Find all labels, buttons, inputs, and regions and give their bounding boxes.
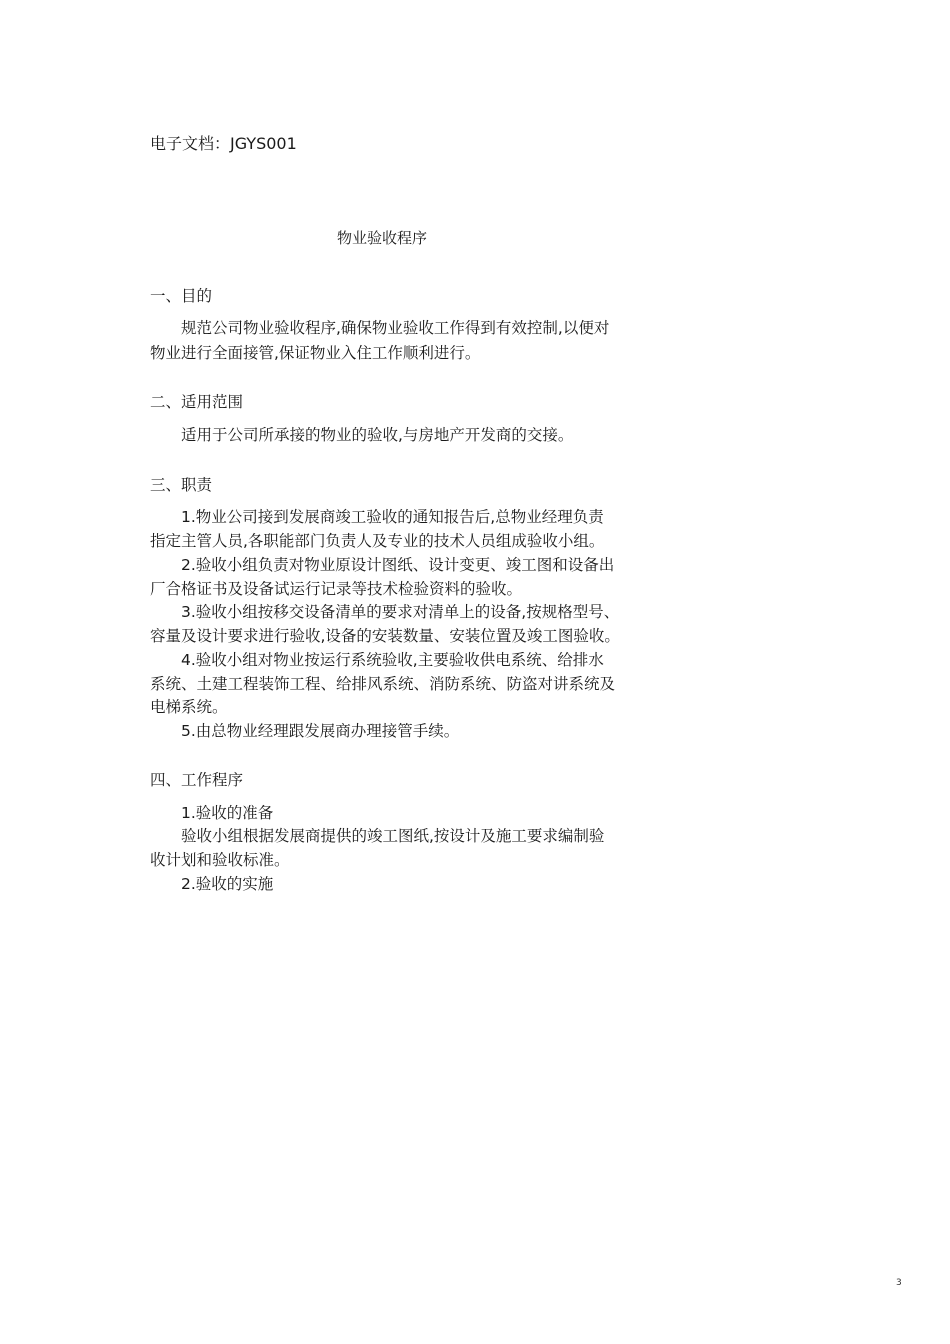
duties-line-4: 厂合格证书及设备试运行记录等技术检验资料的验收。 xyxy=(150,580,523,598)
duties-line-8: 系统、土建工程装饰工程、给排风系统、消防系统、防盗对讲系统及 xyxy=(150,675,616,693)
page-number: 3 xyxy=(896,1278,902,1288)
duties-line-10: 5.由总物业经理跟发展商办理接管手续。 xyxy=(181,722,460,740)
procedure-line-4: 2.验收的实施 xyxy=(181,875,274,893)
section-heading-scope: 二、适用范围 xyxy=(150,393,244,411)
procedure-line-1: 1.验收的准备 xyxy=(181,804,274,822)
procedure-line-3: 收计划和验收标准。 xyxy=(150,851,290,869)
duties-line-3: 2.验收小组负责对物业原设计图纸、设计变更、竣工图和设备出 xyxy=(181,556,615,574)
duties-line-2: 指定主管人员,各职能部门负责人及专业的技术人员组成验收小组。 xyxy=(150,532,605,550)
page-title: 物业验收程序 xyxy=(337,229,428,247)
duties-line-9: 电梯系统。 xyxy=(150,698,228,716)
duties-line-1: 1.物业公司接到发展商竣工验收的通知报告后,总物业经理负责 xyxy=(181,508,604,526)
duties-line-6: 容量及设计要求进行验收,设备的安装数量、安装位置及竣工图验收。 xyxy=(150,627,620,645)
duties-line-5: 3.验收小组按移交设备清单的要求对清单上的设备,按规格型号、 xyxy=(181,603,620,621)
procedure-line-2: 验收小组根据发展商提供的竣工图纸,按设计及施工要求编制验 xyxy=(181,827,605,845)
scope-line-1: 适用于公司所承接的物业的验收,与房地产开发商的交接。 xyxy=(181,426,574,444)
duties-line-7: 4.验收小组对物业按运行系统验收,主要验收供电系统、给排水 xyxy=(181,651,604,669)
section-heading-purpose: 一、目的 xyxy=(150,287,213,305)
purpose-line-2: 物业进行全面接管,保证物业入住工作顺利进行。 xyxy=(150,344,481,362)
section-heading-procedure: 四、工作程序 xyxy=(150,771,244,789)
section-heading-duties: 三、职责 xyxy=(150,476,213,494)
document-id: 电子文档：JGYS001 xyxy=(150,134,297,153)
purpose-line-1: 规范公司物业验收程序,确保物业验收工作得到有效控制,以便对 xyxy=(181,319,610,337)
